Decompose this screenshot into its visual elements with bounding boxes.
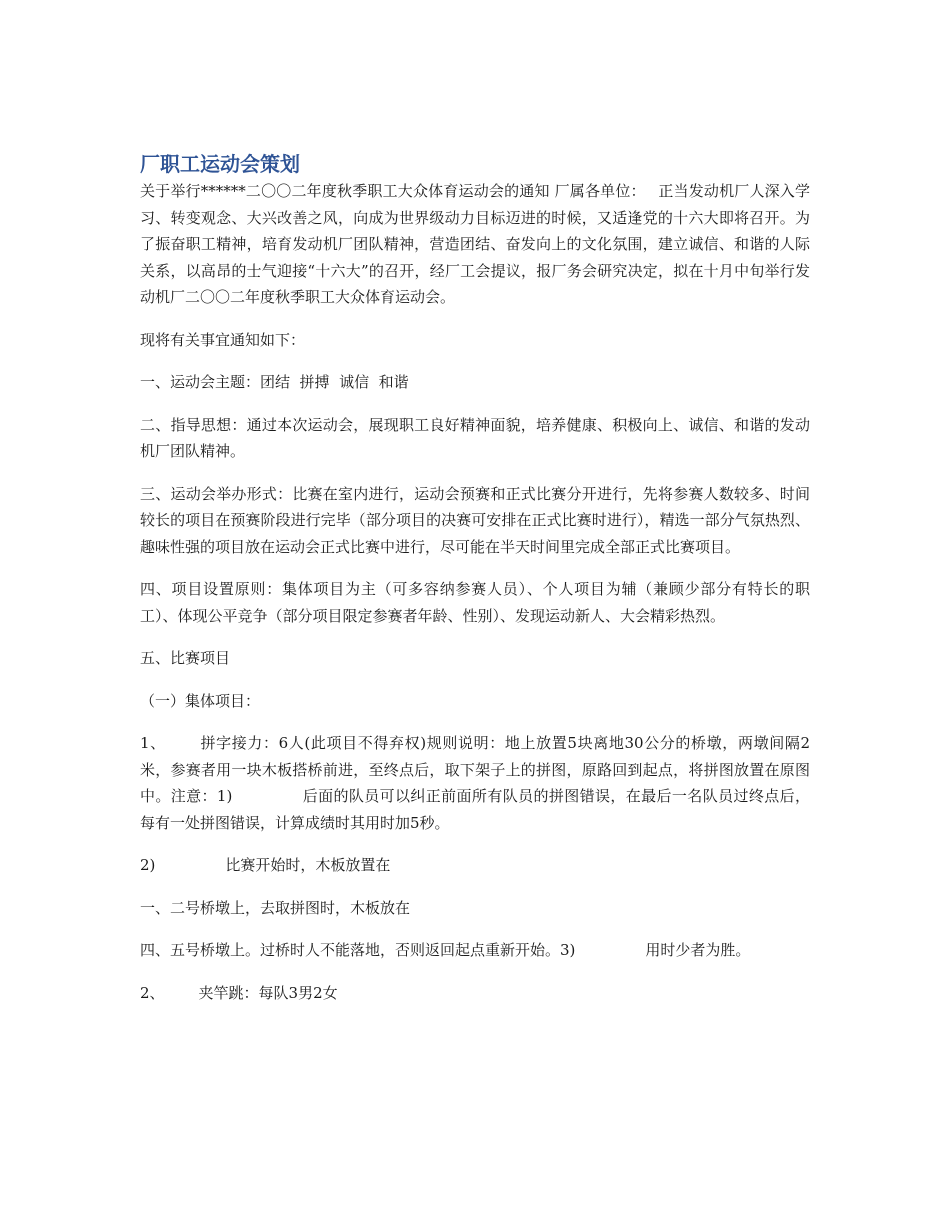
event-item-2 [140, 980, 810, 1007]
section-principles: 四、项目设置原则：集体项目为主（可多容纳参赛人员）、个人项目为辅（兼顾少部分有特长的职工）、体现公平竞争（部分项目限定参赛者年龄、性别）、发现运动新人、大会精彩热烈。 [140, 580, 810, 625]
rule-line-a: 一、二号桥墩上，去取拼图时，木板放在 [140, 898, 411, 917]
section-format: 三、运动会举办形式：比赛在室内进行，运动会预赛和正式比赛分开进行，先将参赛人数较多、时间较长的项目在预赛阶段进行完毕（部分项目的决赛可安排在正式比赛时进行），精选一部分气氛热烈、趣味性强的项目放在运动会正式比赛中进行，尽可能在半天时间里完成全部正式比赛项目。 [140, 484, 810, 556]
section-guiding-thought: 二、指导思想：通过本次运动会，展现职工良好精神面貌，培养健康、积极向上、诚信、和谐的发动机厂团队精神。 [140, 415, 810, 460]
rule-2-line [140, 852, 810, 879]
notice-paragraph: 现将有关事宜通知如下： [140, 330, 306, 349]
document-body [140, 150, 810, 1022]
event-item-1-number: 1、 [140, 734, 166, 752]
subsection-group-events: （一）集体项目： [140, 691, 261, 710]
event-item-2-number: 2、 [140, 983, 165, 1002]
rule-line-b-text-a: 四、五号桥墩上。过桥时人不能落地，否则返回起点重新开始。3) [140, 941, 576, 959]
rule-line-b [140, 937, 810, 964]
document-title: 厂职工运动会策划 [140, 152, 300, 176]
section-events-heading: 五、比赛项目 [140, 649, 231, 667]
event-item-2-text: 夹竿跳：每队3男2女 [198, 983, 338, 1002]
rule-2-number: 2) [140, 856, 156, 874]
intro-paragraph: 关于举行******二〇〇二年度秋季职工大众体育运动会的通知 厂属各单位： 正当发动机厂人深入学习、转变观念、大兴改善之风，向成为世界级动力目标迈进的时候，又适逢党的十六大即将召开。为了振奋职工精神，培育发动机厂团队精神，营造团结、奋发向上的文化氛围，建立诚信、和谐的人际关系，以高昂的士气迎接“十六大”的召开，经厂工会提议，报厂务会研究决定，拟在十月中旬举行发动机厂二〇〇二年度秋季职工大众体育运动会。 [140, 182, 810, 306]
event-item-1 [140, 730, 810, 836]
section-theme [140, 369, 810, 396]
rule-line-b-text-b: 用时少者为胜。 [645, 941, 751, 959]
event-item-1-text-b: 后面的队员可以纠正前面所有队员的拼图错误，在最后一名队员过终点后，每有一处拼图错误，计算成绩时其用时加5秒。 [140, 787, 810, 832]
rule-2-text: 比赛开始时，木板放置在 [225, 856, 391, 874]
section-theme-text: 一、运动会主题：团结 拼搏 诚信 和谐 [140, 373, 409, 391]
event-item-1-text-a: 拼字接力：6人(此项目不得弃权)规则说明：地上放置5块离地30公分的桥墩，两墩间隔2米，参赛者用一块木板搭桥前进，至终点后，取下架子上的拼图，原路回到起点，将拼图放置在原图中。注意：1) [140, 734, 810, 805]
